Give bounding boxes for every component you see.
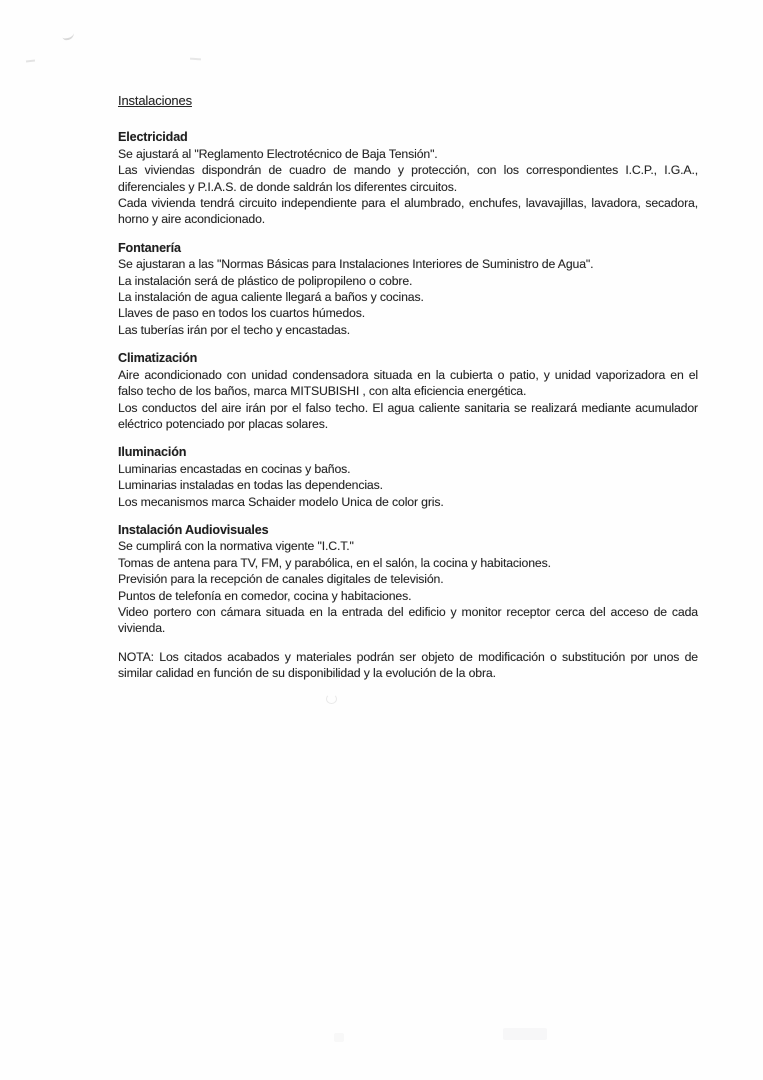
paragraph: La instalación será de plástico de polipropileno o cobre.: [118, 273, 413, 288]
section-heading: Fontanería: [118, 240, 181, 255]
paragraph: Se ajustará al "Reglamento Electrotécnico de Baja Tensión".: [118, 146, 438, 161]
paragraph: Previsión para la recepción de canales digitales de televisión.: [118, 572, 444, 587]
paragraph: Se cumplirá con la normativa vigente "I.C.T.": [118, 539, 354, 554]
paragraph: La instalación de agua caliente llegará a baños y cocinas.: [118, 290, 424, 305]
document-title: Instalaciones: [118, 93, 192, 108]
paragraph: Los conductos del aire irán por el falso techo. El agua caliente sanitaria se realizará mediante acumulador eléctrico potenciado por placas solares.: [118, 400, 698, 431]
section-instalacion-audiovisuales: [118, 522, 698, 637]
paragraph: Las tuberías irán por el techo y encastadas.: [118, 322, 350, 337]
section-iluminacion: [118, 444, 698, 510]
paragraph: Puntos de telefonía en comedor, cocina y habitaciones.: [118, 588, 412, 603]
scan-smudge: [503, 1028, 547, 1040]
paragraph: Los mecanismos marca Schaider modelo Unica de color gris.: [118, 494, 444, 509]
paragraph: Llaves de paso en todos los cuartos húmedos.: [118, 306, 366, 321]
section-heading: Instalación Audiovisuales: [118, 522, 269, 537]
paragraph: Luminarias encastadas en cocinas y baños.: [118, 461, 351, 476]
paragraph: Video portero con cámara situada en la entrada del edificio y monitor receptor cerca del acceso de cada vivienda.: [118, 604, 698, 636]
scan-smudge: [61, 29, 75, 41]
document-body: [118, 93, 698, 682]
scan-smudge: [190, 58, 201, 61]
scan-smudge: [334, 1033, 344, 1042]
paragraph: Cada vivienda tendrá circuito independiente para el alumbrado, enchufes, lavavajillas, lavadora, secadora, horno y aire acondicionado.: [118, 196, 698, 227]
note-paragraph: NOTA: Los citados acabados y materiales podrán ser objeto de modificación o substitución por unos de similar calidad en función de su disponibilidad y la evolución de la obra.: [118, 649, 698, 681]
paragraph: Las viviendas dispondrán de cuadro de mando y protección, con los correspondientes I.C.P., I.G.A., diferenciales y P.I.A.S. de donde saldrán los diferentes circuitos.: [118, 163, 698, 194]
paragraph: Se ajustaran a las "Normas Básicas para Instalaciones Interiores de Suministro de Agua".: [118, 257, 594, 272]
section-electricidad: [118, 129, 698, 227]
scan-smudge: [26, 60, 35, 63]
section-fontaneria: [118, 240, 698, 338]
paragraph: Tomas de antena para TV, FM, y parabólica, en el salón, la cocina y habitaciones.: [118, 555, 551, 570]
paragraph: Luminarias instaladas en todas las dependencias.: [118, 478, 383, 493]
section-climatizacion: [118, 350, 698, 432]
paragraph: Aire acondicionado con unidad condensadora situada en la cubierta o patio, y unidad vaporizadora en el falso techo de los baños, marca MITSUBISHI , con alta eficiencia energética.: [118, 367, 698, 399]
scan-smudge: [326, 694, 337, 704]
section-heading: Climatización: [118, 351, 198, 366]
section-heading: Iluminación: [118, 445, 187, 460]
section-heading: Electricidad: [118, 130, 188, 145]
